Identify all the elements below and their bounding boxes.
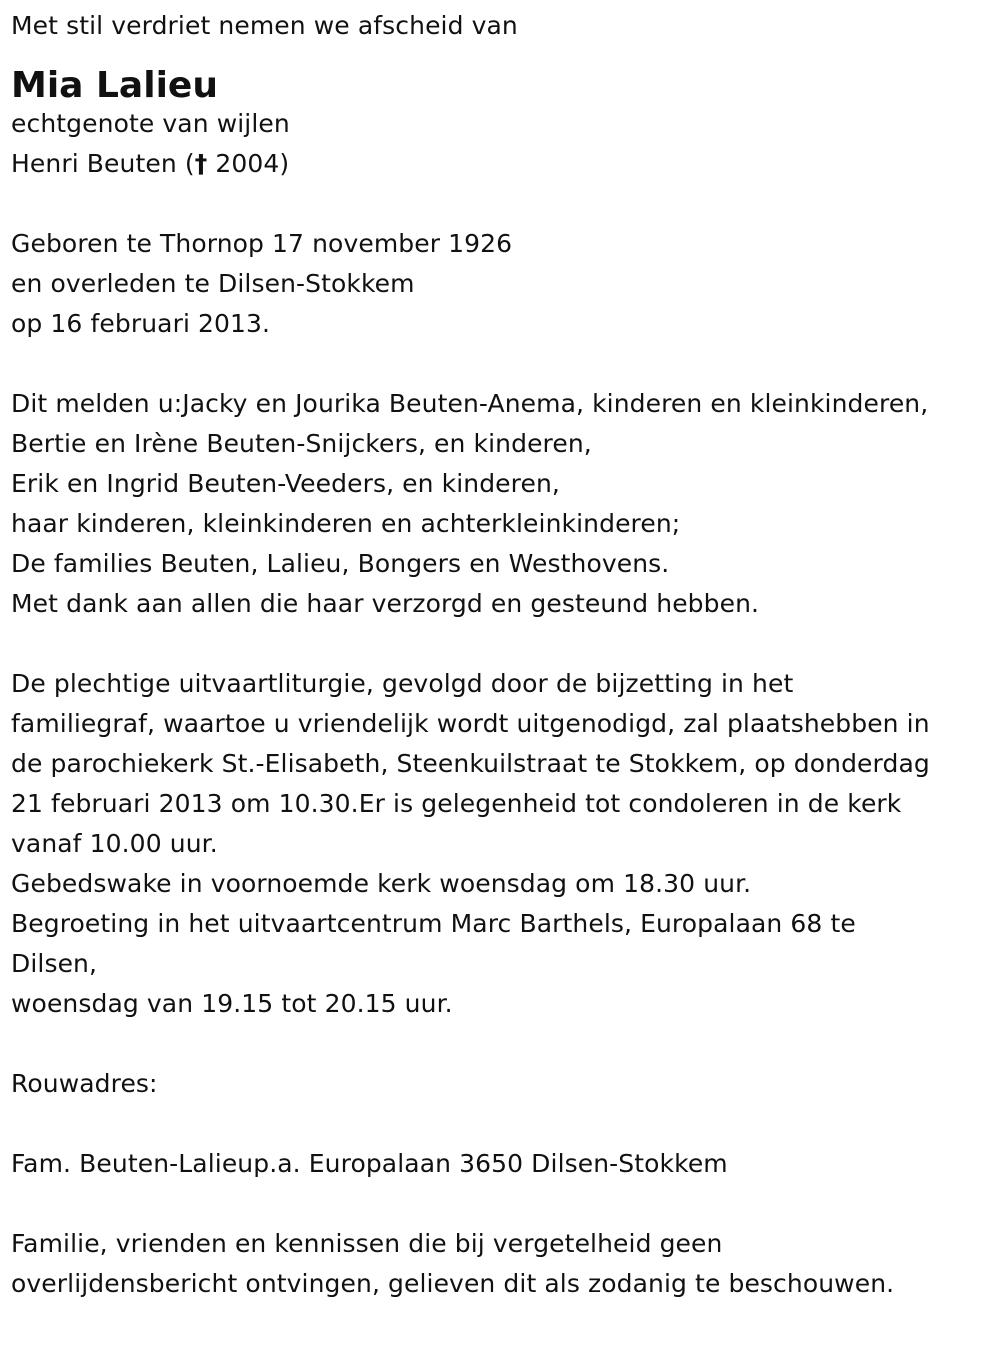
greeting-time-line: woensdag van 19.15 tot 20.15 uur. (11, 989, 453, 1018)
spouse-name-line (11, 144, 1000, 184)
address-label: Rouwadres: (11, 1069, 158, 1098)
greeting-line: Dilsen, (11, 949, 98, 978)
family-line: Bertie en Irène Beuten-Snijckers, en kinderen, (11, 429, 592, 458)
intro-text: Met stil verdriet nemen we afscheid van (11, 11, 518, 40)
ceremony-line: familiegraf, waartoe u vriendelijk wordt uitgenodigd, zal plaatshebben in (11, 709, 930, 738)
family-line: Erik en Ingrid Beuten-Veeders, en kinderen, (11, 469, 560, 498)
spouse-name: Henri Beuten ( (11, 149, 195, 178)
death-date-line: op 16 februari 2013. (11, 309, 271, 338)
spouse-death-year: 2004) (207, 149, 290, 178)
family-line: De families Beuten, Lalieu, Bongers en Westhovens. (11, 549, 670, 578)
thanks-line: Met dank aan allen die haar verzorgd en gesteund hebben. (11, 589, 760, 618)
spacer (11, 184, 1000, 224)
greeting-line: Begroeting in het uitvaartcentrum Marc Barthels, Europalaan 68 te (11, 909, 856, 938)
spacer (11, 1184, 1000, 1224)
spacer (11, 1024, 1000, 1064)
ceremony-line: 21 februari 2013 om 10.30.Er is gelegenheid tot condoleren in de kerk (11, 789, 902, 818)
ceremony-line: De plechtige uitvaartliturgie, gevolgd door de bijzetting in het (11, 669, 794, 698)
family-line: haar kinderen, kleinkinderen en achterkleinkinderen; (11, 509, 681, 538)
death-place-line: en overleden te Dilsen-Stokkem (11, 269, 415, 298)
deceased-name: Mia Lalieu (11, 65, 218, 106)
vigil-line: Gebedswake in voornoemde kerk woensdag om 18.30 uur. (11, 869, 752, 898)
ceremony-line: vanaf 10.00 uur. (11, 829, 218, 858)
address-value: Fam. Beuten-Lalieup.a. Europalaan 3650 Dilsen-Stokkem (11, 1149, 728, 1178)
spacer (11, 1104, 1000, 1144)
birth-death-block (11, 224, 1000, 344)
spacer (11, 344, 1000, 384)
ceremony-line: de parochiekerk St.-Elisabeth, Steenkuilstraat te Stokkem, op donderdag (11, 749, 930, 778)
spacer (11, 624, 1000, 664)
family-line: Dit melden u:Jacky en Jourika Beuten-Anema, kinderen en kleinkinderen, (11, 389, 929, 418)
spouse-line: echtgenote van wijlen (11, 109, 290, 138)
ceremony-block (11, 664, 1000, 1024)
closing-block (11, 1224, 1000, 1304)
closing-line: overlijdensbericht ontvingen, gelieven dit als zodanig te beschouwen. (11, 1269, 895, 1298)
cross-icon: † (194, 149, 208, 178)
family-block (11, 384, 1000, 624)
birth-line: Geboren te Thornop 17 november 1926 (11, 229, 513, 258)
closing-line: Familie, vrienden en kennissen die bij vergetelheid geen (11, 1229, 723, 1258)
